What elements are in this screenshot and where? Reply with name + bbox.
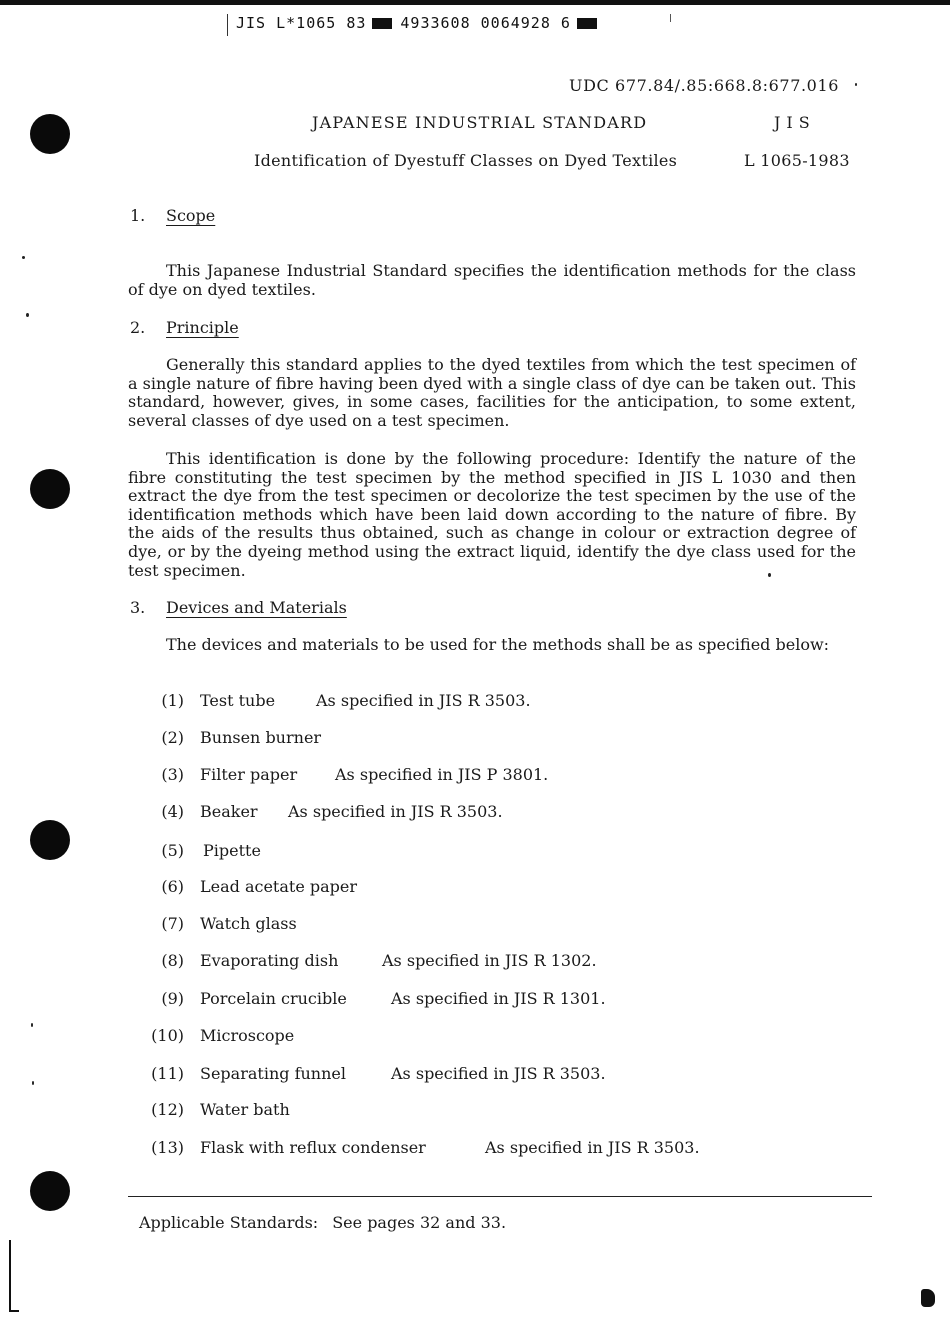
document-title: Identification of Dyestuff Classes on Dyed Textiles: [254, 151, 678, 170]
item-name: Test tube: [200, 691, 276, 710]
section-title-devices: Devices and Materials: [166, 598, 347, 617]
item-number: (8): [161, 951, 184, 970]
item-name: Bunsen burner: [200, 728, 322, 747]
item-name: Evaporating dish: [200, 951, 339, 970]
item-number: (6): [161, 877, 184, 896]
item-name: Watch glass: [200, 914, 297, 933]
catalog-code-left: JIS L*1065 83: [236, 14, 367, 32]
item-spec: As specified in JIS R 1301.: [391, 989, 606, 1008]
scan-speck: [22, 256, 25, 259]
punch-hole: [30, 114, 70, 154]
scan-mark: [227, 14, 228, 36]
item-spec: As specified in JIS R 3503.: [391, 1064, 606, 1083]
item-number: (11): [151, 1064, 184, 1083]
item-number: (13): [151, 1138, 184, 1157]
catalog-code: [236, 14, 605, 32]
section-title-scope: Scope: [166, 206, 216, 225]
devices-intro: The devices and materials to be used for the methods shall be as specified below:: [166, 635, 830, 654]
item-number: (3): [161, 765, 184, 784]
item-number: (5): [161, 841, 184, 860]
redaction-block: [372, 18, 392, 29]
item-number: (4): [161, 802, 184, 821]
item-name: Beaker: [200, 802, 258, 821]
punch-hole: [30, 820, 70, 860]
item-name: Filter paper: [200, 765, 298, 784]
page-corner-mark: [921, 1289, 935, 1307]
scope-paragraph: This Japanese Industrial Standard specifies the identification methods for the class of dye on dyed textiles.: [128, 261, 856, 299]
item-name: Water bath: [200, 1100, 290, 1119]
jis-mark: JIS: [774, 113, 816, 132]
applicable-standards-label: Applicable Standards:: [139, 1213, 319, 1232]
item-number: (10): [151, 1026, 184, 1045]
page-edge-mark: [9, 1240, 11, 1312]
item-spec: As specified in JIS R 3503.: [485, 1138, 700, 1157]
section-title-principle: Principle: [166, 318, 239, 337]
item-number: (7): [161, 914, 184, 933]
principle-paragraph-1: Generally this standard applies to the dyed textiles from which the test specimen of a single nature of fibre having been dyed with a single class of dye can be taken out. This standard, however, gives, in some cases, facilities for the anticipation, to some extent, several classes of dye used on a test specimen.: [128, 355, 856, 430]
item-name: Separating funnel: [200, 1064, 346, 1083]
item-number: (12): [151, 1100, 184, 1119]
scan-speck: [31, 1023, 33, 1027]
catalog-code-right: 4933608 0064928 6: [400, 14, 571, 32]
item-spec: As specified in JIS P 3801.: [335, 765, 549, 784]
item-spec: As specified in JIS R 3503.: [316, 691, 531, 710]
item-name: Microscope: [200, 1026, 295, 1045]
item-name: Porcelain crucible: [200, 989, 347, 1008]
section-number: 1.: [130, 206, 146, 225]
top-edge-line: [0, 0, 950, 5]
section-number: 2.: [130, 318, 146, 337]
scan-speck: [26, 313, 29, 317]
page-edge-mark: [9, 1310, 19, 1312]
scan-speck: [855, 83, 857, 86]
scan-speck: [32, 1081, 34, 1085]
section-number: 3.: [130, 598, 146, 617]
scan-mark: [670, 14, 671, 22]
item-number: (1): [161, 691, 184, 710]
applicable-standards: [139, 1213, 506, 1232]
item-name: Lead acetate paper: [200, 877, 358, 896]
item-spec: As specified in JIS R 3503.: [288, 802, 503, 821]
item-spec: As specified in JIS R 1302.: [382, 951, 597, 970]
footer-divider: [128, 1196, 872, 1197]
item-name: Pipette: [203, 841, 261, 860]
principle-paragraph-2: This identification is done by the following procedure: Identify the nature of the fibre constituting the test specimen by the method specified in JIS L 1030 and then extract the dye from the test specimen or decolorize the test specimen by the use of the identification methods which have been laid down according to the nature of fibre. By the aids of the results thus obtained, such as change in colour or extraction degree of dye, or by the dyeing method using the extract liquid, identify the dye class used for the test specimen.: [128, 449, 856, 580]
item-number: (2): [161, 728, 184, 747]
punch-hole: [30, 469, 70, 509]
punch-hole: [30, 1171, 70, 1211]
applicable-standards-text: See pages 32 and 33.: [332, 1213, 507, 1232]
udc-classification: UDC 677.84/.85:668.8:677.016: [569, 76, 840, 95]
item-name: Flask with reflux condenser: [200, 1138, 426, 1157]
standard-title: JAPANESE INDUSTRIAL STANDARD: [312, 113, 648, 132]
item-number: (9): [161, 989, 184, 1008]
document-number: L 1065-1983: [744, 151, 850, 170]
redaction-block: [577, 18, 597, 29]
